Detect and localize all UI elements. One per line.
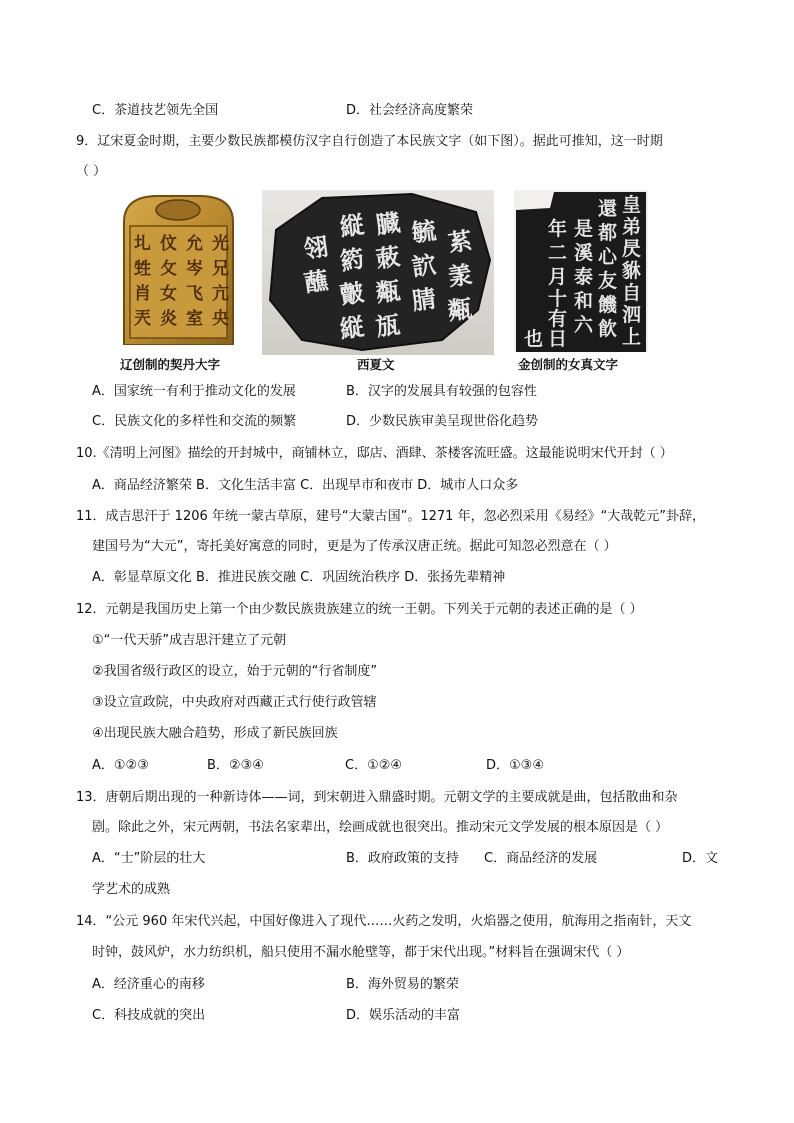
q9-stem-line1: 9．辽宋夏金时期，主要少数民族都模仿汉字自行创造了本民族文字（如下图）。据此可推知，这一时期 [76,134,663,149]
q11-options: A．彰显草原文化 B．推进民族交融 C．巩固统治秩序 D．张扬先辈精神 [92,570,506,585]
khitan-glyph: 室 [186,309,203,329]
jurchen-glyph: 上 [622,326,642,348]
khitan-glyph: 光 [212,234,229,254]
q12-statement-1: ①“一代天骄”成吉思汗建立了元朝 [92,633,287,648]
q14-option-b: B．海外贸易的繁荣 [346,977,459,992]
q8-option-d: D．社会经济高度繁荣 [346,103,474,118]
xixia-glyph: 箹 [338,243,366,276]
jurchen-glyph: 弟 [622,216,642,238]
xixia-glyph: 蘸 [302,265,330,298]
jurchen-glyph: 二 [548,242,568,264]
q13-option-d: D．文 [682,851,719,866]
q14-stem-line1: 14．“公元 960 年宋代兴起，中国好像进入了现代……火药之发明，火焰器之使用，航海用之指南针，天文 [76,914,692,929]
xixia-glyph: 瓬 [374,309,402,342]
xixia-script-image [262,190,494,355]
jurchen-glyph: 都 [598,222,618,244]
q11-stem-line2: 建国号为“大元”，寄托美好寓意的同时，更是为了传承汉唐正统。据此可知忽必烈意在（ ） [92,539,617,554]
khitan-glyph: 肖 [134,284,151,304]
khitan-glyph: 炎 [160,309,177,329]
xixia-glyph: 甐 [446,293,474,326]
xixia-glyph: 縦 [338,311,366,344]
khitan-caption: 辽创制的契丹大字 [120,357,221,372]
xixia-glyph: 腈 [410,283,438,316]
xixia-glyph: 蓛 [374,241,402,274]
jurchen-glyph: 年 [548,218,568,240]
q14-option-d: D．娱乐活动的丰富 [346,1008,461,1023]
q12-option-c: C．①②④ [345,758,403,773]
q13-option-c: C．商品经济的发展 [484,851,598,866]
xixia-glyph: 䛎 [410,249,438,282]
q12-option-a: A．①②③ [92,758,149,773]
q13-stem-line2: 剧。除此之外，宋元两朝，书法名家辈出，绘画成就也很突出。推动宋元文学发展的根本原因是（ ） [92,820,669,835]
xixia-glyph: 皾 [338,277,366,310]
xixia-glyph: 毓 [410,215,438,248]
q11-stem-line1: 11．成吉思汗于 1206 年统一蒙古草原，建号“大蒙古国”。1271 年，忽必烈采用《易经》“大哉乾元”卦辞， [76,509,706,524]
q13-stem-line1: 13．唐朝后期出现的一种新诗体——词，到宋朝进入鼎盛时期。元朝文学的主要成就是曲，包括散曲和杂 [76,790,678,805]
xixia-glyph: 翎 [302,231,330,264]
q9-option-d: D．少数民族审美呈现世俗化趋势 [346,414,539,429]
jurchen-glyph: 和 [574,290,594,312]
q12-statement-2: ②我国省级行政区的设立，始于元朝的“行省制度” [92,664,378,679]
khitan-glyph: 亢 [212,284,229,304]
jurchen-glyph: 是 [574,218,594,240]
khitan-glyph: 圠 [134,234,151,254]
q10-stem: 10.《清明上河图》描绘的开封城中，商铺林立，邸店、酒肆、茶楼客流旺盛。这最能说明宋代开封（ ） [76,446,673,461]
khitan-glyph: 甡 [134,259,151,279]
xixia-glyph: 甐 [374,275,402,308]
q8-option-c: C．茶道技艺领先全国 [92,103,219,118]
jurchen-glyph: 有 [548,308,568,330]
jurchen-glyph: 友 [598,270,618,292]
q12-statement-3: ③设立宣政院，中央政府对西藏正式行使行政管辖 [92,695,377,710]
khitan-glyph: 飞 [186,284,203,304]
jurchen-glyph: 還 [598,198,618,220]
jurchen-glyph: 飮 [598,318,618,340]
xixia-glyph: 羕 [446,259,474,292]
khitan-glyph: 伩 [160,234,177,254]
q9-option-b: B．汉字的发展具有较强的包容性 [346,384,537,399]
khitan-glyph: 攵 [160,259,177,279]
khitan-glyph: 允 [186,234,203,254]
q9-option-c: C．民族文化的多样性和交流的频繁 [92,414,297,429]
q14-option-a: A．经济重心的南移 [92,977,205,992]
jurchen-glyph: 溪 [574,242,594,264]
xixia-caption: 西夏文 [357,357,395,372]
q14-option-c: C．科技成就的突出 [92,1008,206,1023]
q14-stem-line2: 时钟，鼓风炉，水力纺织机，船只使用不漏水舱壁等，都于宋代出现。”材料旨在强调宋代（ ） [92,945,630,960]
xixia-glyph: 䒺 [446,225,474,258]
jurchen-glyph: 十 [548,288,568,310]
jurchen-caption: 金创制的女真文字 [518,357,619,372]
jurchen-glyph: 貅 [622,260,642,282]
q10-options: A．商品经济繁荣 B．文化生活丰富 C．出现早市和夜市 D．城市人口众多 [92,478,519,493]
q13-option-b: B．政府政策的支持 [346,851,459,866]
jurchen-glyph: 月 [548,266,568,288]
q12-option-d: D．①③④ [486,758,544,773]
khitan-glyph: 女 [160,284,177,304]
khitan-script-image [118,190,239,345]
jurchen-glyph: 昃 [622,238,642,260]
jurchen-script-image [514,190,648,352]
q9-option-a: A．国家统一有利于推动文化的发展 [92,384,296,399]
khitan-glyph: 央 [212,309,229,329]
q9-stem-line2: （ ） [76,164,107,179]
q12-option-b: B．②③④ [207,758,264,773]
q13-option-d-continued: 学艺术的成熟 [92,882,171,897]
khitan-glyph: 兄 [212,259,229,279]
jurchen-glyph: 心 [598,246,618,268]
jurchen-glyph: 泰 [574,266,594,288]
jurchen-glyph: 也 [524,328,544,350]
xixia-glyph: 臓 [374,207,402,240]
khitan-glyph: 岑 [186,259,203,279]
jurchen-glyph: 皇 [622,194,642,216]
q13-option-a: A．“士”阶层的壮大 [92,851,206,866]
khitan-glyph: 兲 [134,309,151,329]
jurchen-glyph: 六 [574,314,594,336]
q12-statement-4: ④出现民族大融合趋势，形成了新民族回族 [92,726,338,741]
xixia-glyph: 縦 [338,209,366,242]
jurchen-glyph: 饑 [598,294,618,316]
jurchen-glyph: 泗 [622,304,642,326]
jurchen-glyph: 日 [548,328,568,350]
jurchen-glyph: 自 [622,282,642,304]
q12-stem: 12．元朝是我国历史上第一个由少数民族贵族建立的统一王朝。下列关于元朝的表述正确的是（ ） [76,602,643,617]
